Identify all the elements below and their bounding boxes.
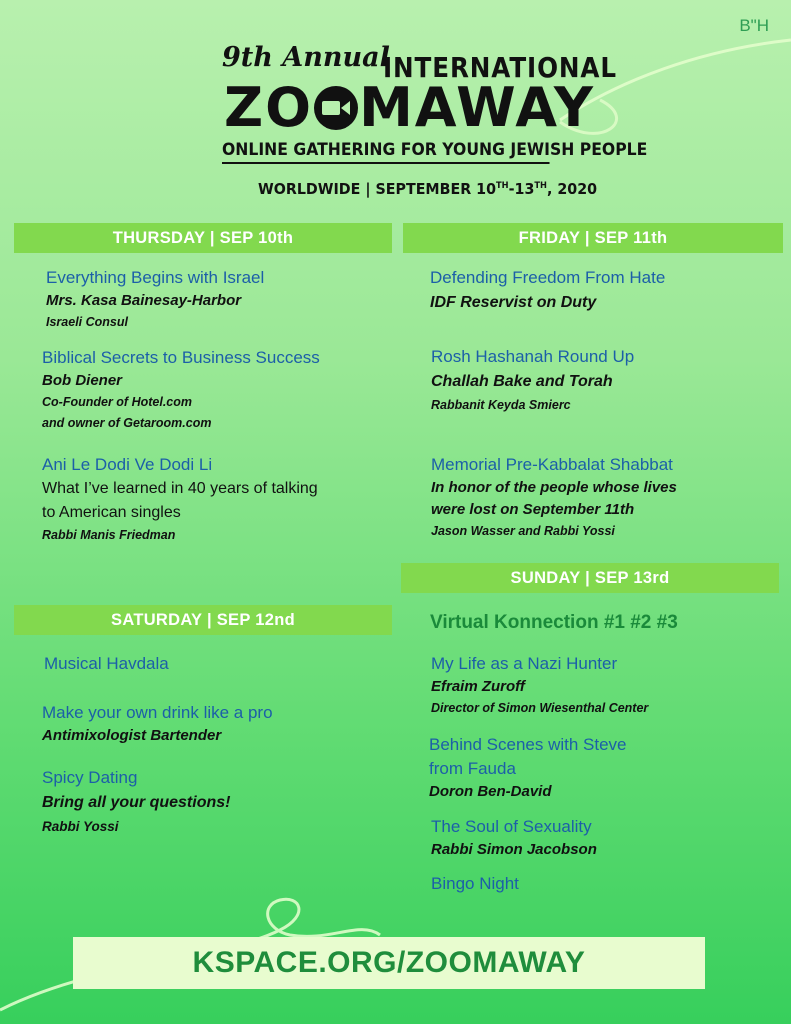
session-role: Israeli Consul xyxy=(46,315,128,329)
session-speaker: Doron Ben-David xyxy=(429,783,552,800)
session-thursday-3 xyxy=(42,453,318,546)
session-title: Behind Scenes with Steve xyxy=(429,735,627,754)
session-title: Rosh Hashanah Round Up xyxy=(431,347,635,366)
session-description: What I’ve learned in 40 years of talking xyxy=(42,480,318,497)
session-description-2: to American singles xyxy=(42,504,181,521)
session-title-2: from Fauda xyxy=(429,759,516,778)
dates-suffix: , 2020 xyxy=(546,180,598,198)
session-title: Everything Begins with Israel xyxy=(46,268,265,287)
logo-text-start: ZO xyxy=(224,76,314,139)
dates-mid: -13 xyxy=(508,180,535,198)
session-speaker: Rabbi Yossi xyxy=(42,819,119,834)
session-speaker: Rabbi Manis Friedman xyxy=(42,528,176,542)
logo-text-end: MAWAY xyxy=(359,76,596,139)
session-title: Biblical Secrets to Business Success xyxy=(42,348,320,367)
annual-label xyxy=(222,42,390,73)
dates-th-2: TH xyxy=(534,180,547,191)
session-title: Spicy Dating xyxy=(42,768,138,787)
session-speaker: Efraim Zuroff xyxy=(431,678,525,695)
session-speaker: Mrs. Kasa Bainesay-Harbor xyxy=(46,292,242,309)
session-speaker: Jason Wasser and Rabbi Yossi xyxy=(431,524,615,538)
session-title: My Life as a Nazi Hunter xyxy=(431,654,618,673)
session-friday-1 xyxy=(430,266,665,316)
session-description-2: were lost on September 11th xyxy=(431,501,635,518)
session-title: Defending Freedom From Hate xyxy=(430,268,666,287)
session-saturday-2 xyxy=(42,701,273,747)
session-speaker: Bob Diener xyxy=(42,372,123,389)
event-subtitle: ONLINE GATHERING FOR YOUNG JEWISH PEOPLE xyxy=(222,140,550,164)
session-description: In honor of the people whose lives xyxy=(431,479,677,496)
session-sunday-1 xyxy=(430,611,678,635)
session-title: Bingo Night xyxy=(431,874,519,893)
corner-mark: B"H xyxy=(739,16,769,35)
session-title: Virtual Konnection #1 #2 #3 xyxy=(430,612,678,633)
website-link[interactable]: KSPACE.ORG/ZOOMAWAY xyxy=(192,946,586,979)
session-thursday-1 xyxy=(46,266,264,333)
dates-th-1: TH xyxy=(496,180,509,191)
event-dates xyxy=(258,180,597,198)
session-role: Director of Simon Wiesenthal Center xyxy=(431,701,649,715)
session-description: Bring all your questions! xyxy=(42,794,231,811)
session-sunday-5 xyxy=(431,872,519,896)
session-title: The Soul of Sexuality xyxy=(431,817,592,836)
session-speaker: IDF Reservist on Duty xyxy=(430,294,597,311)
camera-icon xyxy=(314,86,358,130)
session-saturday-3 xyxy=(42,766,230,837)
session-sunday-2 xyxy=(431,652,648,719)
session-speaker: Antimixologist Bartender xyxy=(42,727,222,744)
international-label: INTERNATIONAL xyxy=(383,51,617,84)
day-header-sunday: SUNDAY | SEP 13rd xyxy=(401,563,779,593)
session-sunday-3 xyxy=(429,733,627,803)
day-header-thursday: THURSDAY | SEP 10th xyxy=(14,223,392,253)
session-title: Musical Havdala xyxy=(44,654,169,673)
session-speaker: Rabbi Simon Jacobson xyxy=(431,841,597,858)
day-header-friday: FRIDAY | SEP 11th xyxy=(403,223,783,253)
session-speaker: Rabbanit Keyda Smierc xyxy=(431,398,571,412)
session-friday-2 xyxy=(431,345,634,416)
session-role-2: and owner of Getaroom.com xyxy=(42,416,212,430)
url-banner[interactable] xyxy=(73,937,705,989)
session-title: Ani Le Dodi Ve Dodi Li xyxy=(42,455,213,474)
zoomaway-logo xyxy=(224,76,596,139)
session-title: Memorial Pre-Kabbalat Shabbat xyxy=(431,455,673,474)
annual-text: 9th Annual xyxy=(222,42,390,73)
day-header-saturday: SATURDAY | SEP 12nd xyxy=(14,605,392,635)
session-sunday-4 xyxy=(431,815,597,861)
session-thursday-2 xyxy=(42,346,320,434)
dates-prefix: WORLDWIDE | SEPTEMBER 10 xyxy=(258,180,497,198)
session-description: Challah Bake and Torah xyxy=(431,373,613,390)
session-role: Co-Founder of Hotel.com xyxy=(42,395,192,409)
session-title: Make your own drink like a pro xyxy=(42,703,273,722)
session-saturday-1 xyxy=(44,652,169,676)
session-friday-3 xyxy=(431,453,677,542)
